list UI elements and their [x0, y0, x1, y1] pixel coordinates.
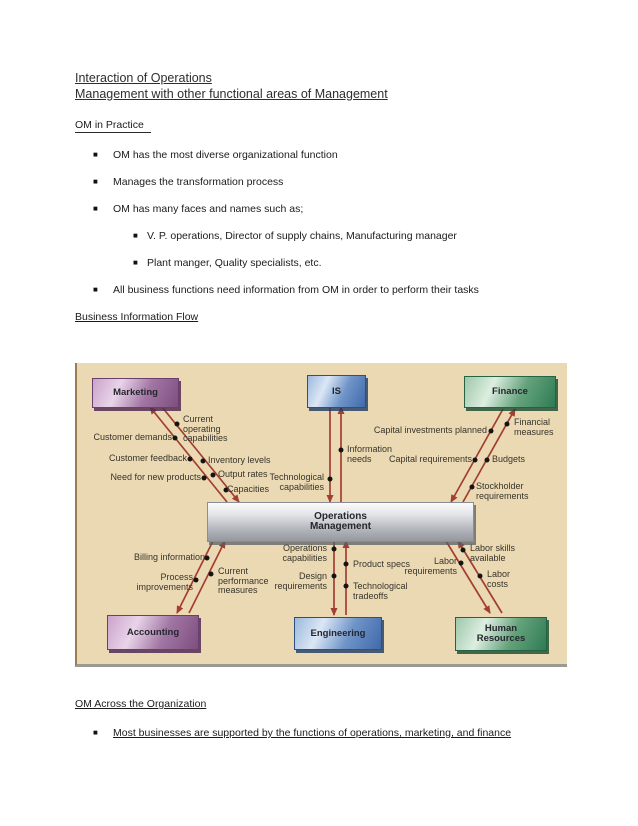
box-human-resources-label: Human Resources [476, 623, 526, 644]
sub-bullet-item [75, 230, 638, 242]
label-inventory-levels: Inventory levels [208, 455, 271, 465]
label-information-needs: Information needs [347, 444, 393, 464]
across-bullet-list [75, 727, 638, 739]
box-accounting-label: Accounting [126, 626, 180, 638]
bullet-text: All business functions need information from OM in order to perform their tasks [113, 284, 479, 296]
label-need-for-new-products: Need for new products [110, 472, 201, 482]
label-billing-information: Billing information [133, 552, 205, 562]
practice-bullet-list [75, 149, 638, 296]
title-line-1: Interaction of Operations [75, 71, 212, 85]
box-engineering [294, 617, 382, 650]
box-operations-management [207, 502, 474, 542]
bullet-item [75, 149, 638, 161]
label-labor-skills-available: Labor skills available [470, 543, 516, 563]
label-current-operating-capabilities: Current operating capabilities [183, 414, 228, 443]
label-customer-demands: Customer demands [93, 432, 172, 442]
heading-om-in-practice: OM in Practice [75, 119, 151, 133]
section-om-in-practice [75, 115, 638, 133]
sub-bullet-item [75, 257, 638, 269]
bullet-square-icon: ■ [93, 150, 98, 159]
bullet-item [75, 727, 638, 739]
bullet-text: Most businesses are supported by the functions of operations, marketing, and finance [113, 727, 512, 739]
box-is [307, 375, 366, 408]
label-product-specs: Product specs [353, 559, 411, 569]
box-is-label: IS [332, 385, 341, 397]
label-design-requirements: Design requirements [274, 571, 327, 591]
page-title [75, 71, 638, 102]
label-operations-capabilities: Operations capabilities [282, 543, 327, 563]
box-marketing [92, 378, 179, 408]
bullet-square-icon: ■ [93, 204, 98, 213]
label-capacities: Capacities [227, 484, 270, 494]
bullet-square-icon: ■ [93, 728, 98, 737]
label-process-improvements: Process improvements [136, 572, 193, 592]
label-budgets: Budgets [492, 454, 526, 464]
label-technological-tradeoffs: Technological tradeoffs [353, 581, 408, 601]
label-financial-measures: Financial measures [514, 417, 554, 437]
label-capital-requirements: Capital requirements [388, 454, 472, 464]
bullet-square-icon: ■ [133, 258, 138, 267]
label-capital-investments-planned: Capital investments planned [373, 425, 487, 435]
box-finance-label: Finance [492, 386, 528, 397]
label-labor-requirements: Labor requirements [404, 556, 457, 576]
bullet-square-icon: ■ [93, 177, 98, 186]
business-information-flow-figure [75, 363, 567, 667]
bullet-square-icon: ■ [133, 231, 138, 240]
label-customer-feedback: Customer feedback [108, 453, 187, 463]
label-labor-costs: Labor costs [487, 569, 511, 589]
box-marketing-label: Marketing [113, 387, 158, 398]
bullet-text: Plant manger, Quality specialists, etc. [147, 257, 322, 269]
bullet-item [75, 284, 638, 296]
bullet-text: OM has many faces and names such as; [113, 203, 304, 215]
label-technological-capabilities: Technological capabilities [269, 472, 324, 492]
box-accounting [107, 615, 199, 650]
bullet-square-icon: ■ [93, 285, 98, 294]
label-output-rates: Output rates [218, 469, 268, 479]
bullet-text: V. P. operations, Director of supply chains, Manufacturing manager [147, 230, 457, 242]
bullet-text: OM has the most diverse organizational function [113, 149, 338, 161]
box-operations-management-label: Operations Management [309, 511, 372, 532]
box-finance [464, 376, 556, 408]
heading-om-across-the-organization: OM Across the Organization [75, 698, 207, 710]
bullet-text: Manages the transformation process [113, 176, 284, 188]
box-engineering-label: Engineering [310, 627, 366, 639]
bullet-item [75, 203, 638, 215]
box-human-resources [455, 617, 547, 651]
heading-business-information-flow: Business Information Flow [75, 311, 199, 323]
title-line-2: Management with other functional areas of Management [75, 86, 388, 101]
label-stockholder-requirements: Stockholder requirements [476, 481, 529, 501]
label-current-performance-measures: Current performance measures [218, 566, 269, 595]
bullet-item [75, 176, 638, 188]
